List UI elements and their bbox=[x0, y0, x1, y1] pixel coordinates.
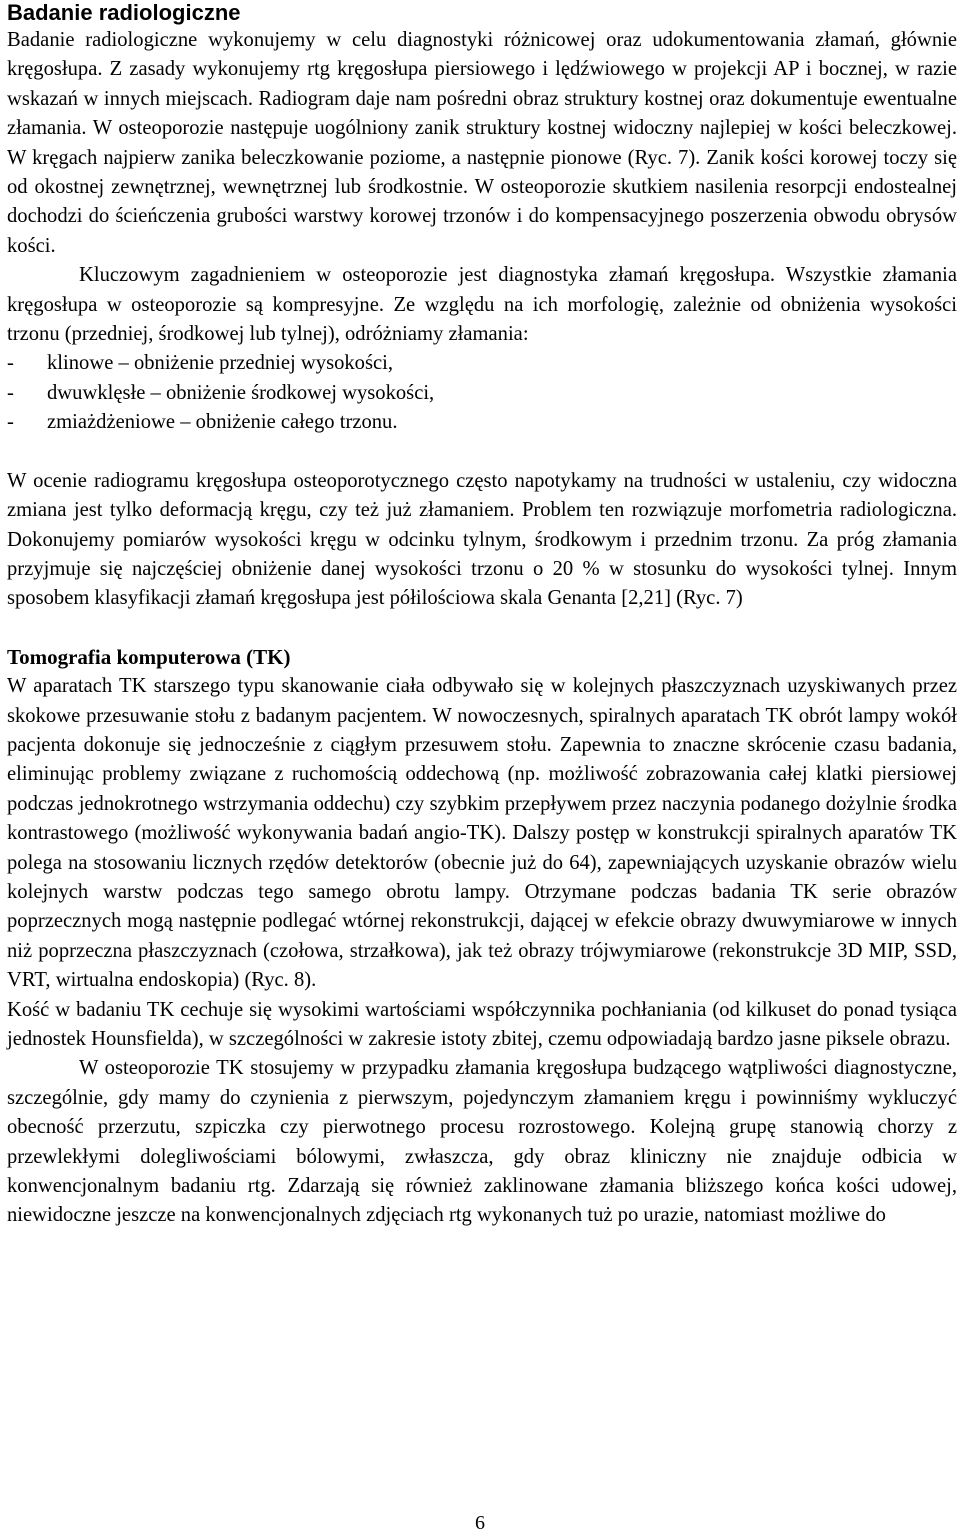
list-item bbox=[7, 349, 957, 378]
paragraph-spacer bbox=[7, 438, 957, 467]
list-item bbox=[7, 408, 957, 437]
section-heading-ct: Tomografia komputerowa (TK) bbox=[7, 644, 291, 669]
list-item-text: dwuwklęsłe – obniżenie środkowej wysokości, bbox=[47, 381, 435, 404]
list-dash: - bbox=[7, 381, 14, 404]
list-dash: - bbox=[7, 352, 14, 375]
list-item-text: klinowe – obniżenie przedniej wysokości, bbox=[47, 352, 394, 375]
list-item bbox=[7, 379, 957, 408]
list-item-text: zmiażdżeniowe – obniżenie całego trzonu. bbox=[47, 411, 398, 434]
list-dash: - bbox=[7, 411, 14, 434]
paragraph-radiology-intro: Badanie radiologiczne wykonujemy w celu diagnostyki różnicowej oraz udokumentowania złamań, głównie kręgosłupa. Z zasady wykonujemy rtg kręgosłupa piersiowego i lędźwiowego w projekcji AP i bocznej, w razie wskazań w innych miejscach. Radiogram daje nam pośredni obraz struktury kostnej oraz dokumentuje ewentualne złamania. W osteoporozie następuje uogólniony zanik struktury kostnej widoczny najlepiej w kości beleczkowej. W kręgach najpierw zanika beleczkowanie poziome, a następnie pionowe (Ryc. 7). Zanik kości korowej toczy się od okostnej zewnętrznej, wewnętrznej lub środkostnie. W osteoporozie skutkiem nasilenia resorpcji endostealnej dochodzi do ścieńczenia grubości warstwy korowej trzonów i do kompensacyjnego poszerzenia obwodu obrysów kości. bbox=[7, 29, 957, 257]
paragraph-ct-scanners: W aparatach TK starszego typu skanowanie ciała odbywało się w kolejnych płaszczyznach uzyskiwanych przez skokowe przesuwanie stołu z badanym pacjentem. W nowoczesnych, spiralnych aparatach TK obrót lampy wokół pacjenta dokonuje się jednocześnie z ciągłym przesuwem stołu. Zapewnia to znaczne skrócenie czasu badania, eliminując problemy związane z ruchomością oddechową (np. możliwość zobrazowania całej klatki piersiowej podczas jednokrotnego wstrzymania oddechu) czy szybkim przepływem przez naczynia podanego dożylnie środka kontrastowego (możliwość wykonywania badań angio-TK). Dalszy postęp w konstrukcji spiralnych aparatów TK polega na stosowaniu licznych rzędów detektorów (obecnie już do 64), zapewniających uzyskanie obrazów wielu kolejnych warstw podczas tego samego obrotu lampy. Otrzymane podczas badania TK serie obrazów poprzecznych mogą następnie podlegać wtórnej rekonstrukcji, dającej w efekcie obrazy dwuwymiarowe w innych niż poprzeczna płaszczyznach (czołowa, strzałkowa), jak też obrazy trójwymiarowe (rekonstrukcje 3D MIP, SSD, VRT, wirtualna endoskopia) (Ryc. 8). bbox=[7, 675, 957, 992]
page-number: 6 bbox=[475, 1512, 485, 1534]
paragraph-morphometry: W ocenie radiogramu kręgosłupa osteoporotycznego często napotykamy na trudności w ustaleniu, czy widoczna zmiana jest tylko deformacją kręgu, czy też już złamaniem. Problem ten rozwiązuje morfometria radiologiczna. Dokonujemy pomiarów wysokości kręgu w odcinku tylnym, środkowym i przednim trzonu. Za próg złamania przyjmuje się najczęściej obniżenie danej wysokości trzonu o 20 % w stosunku do wysokości tylnej. Innym sposobem klasyfikacji złamań kręgosłupa jest półilościowa skala Genanta [2,21] (Ryc. 7) bbox=[7, 469, 957, 610]
document-page bbox=[7, 0, 957, 1231]
section-heading-radiology: Badanie radiologiczne bbox=[7, 0, 241, 25]
paragraph-ct-osteoporosis: W osteoporozie TK stosujemy w przypadku złamania kręgosłupa budzącego wątpliwości diagnostyczne, szczególnie, gdy mamy do czynienia z pierwszym, pojedynczym złamaniem kręgu i powinniśmy wykluczyć obecność przerzutu, szpiczka czy pierwotnego procesu rozrostowego. Kolejną grupę stanowią chorzy z przewlekłymi dolegliwościami bólowymi, zwłaszcza, gdy obraz kliniczny nie znajduje odbicia w konwencjonalnym badaniu rtg. Zdarzają się również zaklinowane złamania bliższego końca kości udowej, niewidoczne jeszcze na konwencjonalnych zdjęciach rtg wykonanych tuż po urazie, natomiast możliwe do bbox=[7, 1057, 957, 1227]
paragraph-ct-bone: Kość w badaniu TK cechuje się wysokimi wartościami współczynnika pochłaniania (od kilkuset do ponad tysiąca jednostek Hounsfielda), w szczególności w zakresie istoty zbitej, czemu odpowiadają bardzo jasne piksele obrazu. bbox=[7, 998, 957, 1050]
fracture-types-list bbox=[7, 349, 957, 437]
paragraph-spacer bbox=[7, 614, 957, 643]
paragraph-vertebral-fractures: Kluczowym zagadnieniem w osteoporozie jest diagnostyka złamań kręgosłupa. Wszystkie złamania kręgosłupa w osteoporozie są kompresyjne. Ze względu na ich morfologię, zależnie od obniżenia wysokości trzonu (przedniej, środkowej lub tylnej), odróżniamy złamania: bbox=[7, 264, 957, 346]
